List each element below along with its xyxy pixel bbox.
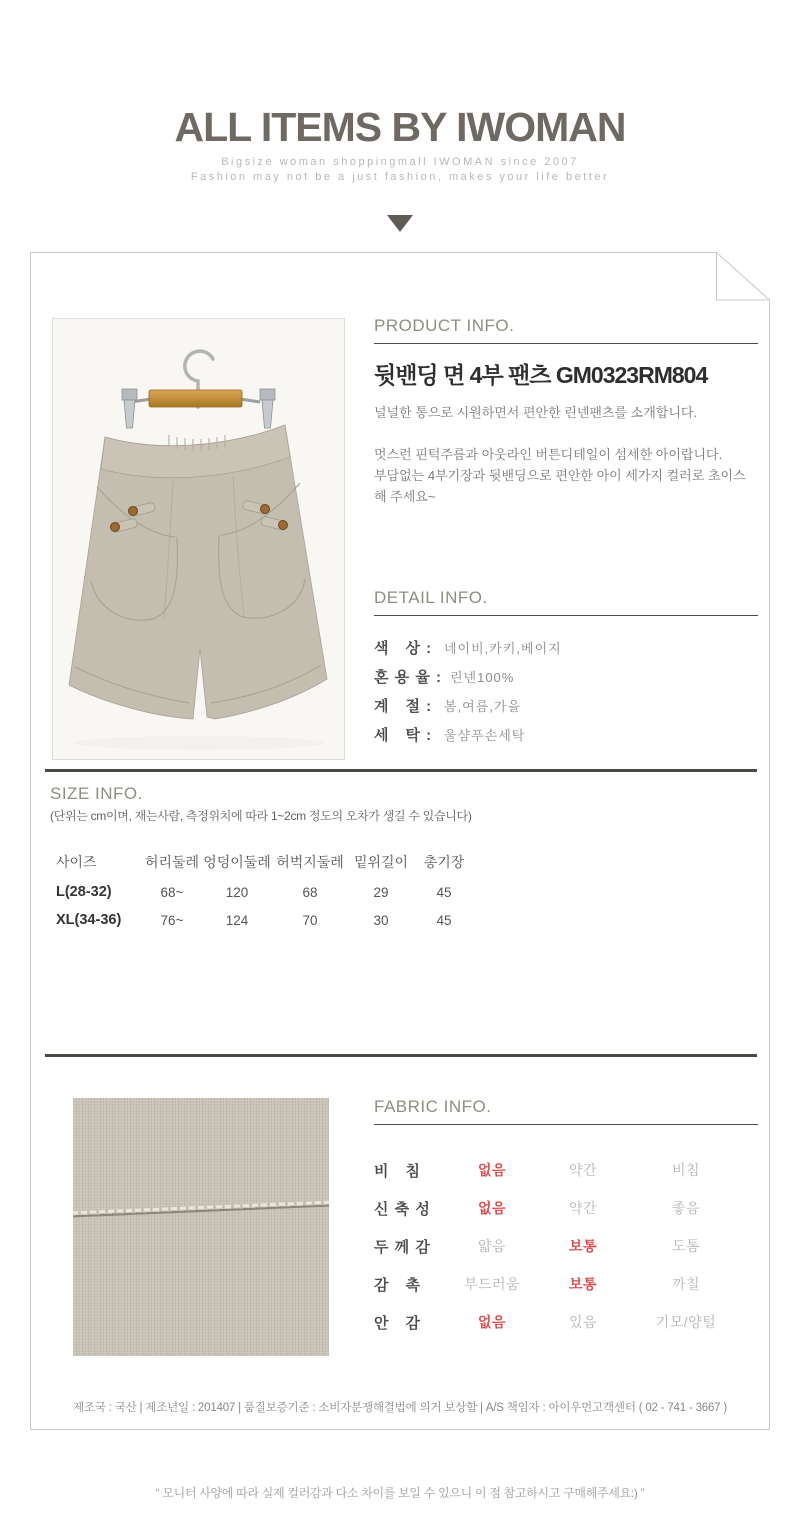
size-cell: XL(34-36) [56, 912, 122, 928]
purchase-notice: “ 모니터 사양에 따라 실제 컬러감과 다소 차이를 보일 수 있으니 이 점 참고하시고 구매해주세요:) ” [155, 1486, 645, 1500]
fabric-option: 도톰 [671, 1238, 701, 1254]
detail-value: 린넨100% [449, 670, 515, 685]
fold-corner [716, 252, 770, 301]
fabric-row-thickness [374, 1227, 758, 1265]
product-desc-line2: 부담없는 4부기장과 뒷밴딩으로 편안한 아이 세가지 컬러로 초이스 해 주세요~ [374, 468, 746, 504]
fabric-label: 감 촉 [374, 1276, 421, 1294]
size-cell: 120 [225, 884, 249, 900]
fabric-option: 비침 [671, 1162, 701, 1178]
size-cell: 45 [436, 912, 452, 928]
size-cell: 29 [373, 884, 389, 900]
down-triangle-icon [387, 215, 413, 232]
fabric-option: 부드러움 [463, 1276, 521, 1292]
header-arrow-wrap [0, 215, 800, 233]
fabric-row-sheerness [374, 1151, 758, 1189]
size-col-header: 총기장 [423, 854, 465, 870]
fabric-rows [374, 1151, 758, 1341]
size-col-header: 밑위길이 [353, 854, 409, 870]
size-note: (단위는 cm이며, 재는사람, 측정위치에 따라 1~2cm 정도의 오차가 생길 수 있습니다) [50, 809, 472, 823]
size-col-header: 사이즈 [56, 854, 97, 870]
brand-tagline-1: Bigsize woman shoppingmall IWOMAN since 2007 [221, 156, 579, 168]
size-cell: L(28-32) [56, 884, 112, 900]
size-table-row-L [50, 878, 474, 906]
detail-label: 계 절 : [374, 698, 433, 715]
product-name: 뒷밴딩 면 4부 팬츠 GM0323RM804 [374, 362, 708, 388]
fabric-option: 좋음 [671, 1200, 701, 1216]
fabric-option: 까칠 [671, 1276, 701, 1292]
detail-value: 봄,여름,가을 [444, 699, 522, 714]
detail-rows [374, 637, 758, 753]
detail-row-wash [374, 724, 758, 753]
size-cell: 70 [302, 912, 318, 928]
fabric-row-stretch [374, 1189, 758, 1227]
detail-row-season [374, 695, 758, 724]
size-cell: 124 [225, 912, 249, 928]
size-cell: 68 [302, 884, 318, 900]
fabric-option: 보통 [568, 1238, 598, 1254]
fabric-label: 두 께 감 [374, 1238, 431, 1256]
size-cell: 68~ [160, 884, 184, 900]
fabric-option: 없음 [477, 1314, 507, 1330]
fabric-option: 얇음 [477, 1238, 507, 1254]
fabric-option: 있음 [568, 1314, 598, 1330]
fabric-option: 약간 [568, 1162, 598, 1178]
brand-title: ALL ITEMS BY IWOMAN [174, 104, 626, 150]
fabric-option: 없음 [477, 1162, 507, 1178]
size-cell: 45 [436, 884, 452, 900]
size-col-header: 엉덩이둘레 [203, 854, 271, 870]
fabric-photo [73, 1098, 329, 1356]
size-table [50, 846, 474, 934]
maker-info: 제조국 : 국산 | 제조년일 : 201407 | 품질보증기준 : 소비자분쟁해결법에 의거 보상함 | A/S 책임자 : 아이우먼고객센터 ( 02 - 741 - 3667 ) [73, 1402, 727, 1414]
detail-label: 세 탁 : [374, 727, 433, 744]
size-table-header-row [50, 846, 474, 878]
detail-section-title: DETAIL INFO. [374, 588, 758, 616]
brand-tagline-2: Fashion may not be a just fashion, makes your life better [190, 171, 610, 183]
fabric-option: 기모/양털 [655, 1314, 717, 1330]
size-info-section [50, 784, 758, 934]
header [0, 0, 800, 233]
detail-value: 네이비,카키,베이지 [444, 641, 562, 656]
detail-label: 색 상 : [374, 640, 433, 657]
section-divider [45, 1054, 757, 1057]
product-section-title: PRODUCT INFO. [374, 316, 758, 344]
fabric-section-title: FABRIC INFO. [374, 1097, 758, 1125]
section-divider [45, 769, 757, 772]
product-photo [52, 318, 345, 760]
fabric-row-texture [374, 1265, 758, 1303]
detail-row-blend [374, 666, 758, 695]
fabric-option: 없음 [477, 1200, 507, 1216]
size-cell: 30 [373, 912, 389, 928]
fabric-seam-detail [73, 1201, 329, 1217]
size-table-row-XL [50, 906, 474, 934]
fabric-label: 안 감 [374, 1314, 421, 1332]
detail-row-color [374, 637, 758, 666]
fabric-label: 비 침 [374, 1162, 421, 1180]
fabric-row-lining [374, 1303, 758, 1341]
product-intro: 널널한 통으로 시원하면서 편안한 린넨팬츠를 소개합니다. [374, 405, 698, 420]
product-photo-image [53, 319, 344, 759]
product-info-section [374, 316, 758, 507]
size-col-header: 허벅지둘레 [276, 854, 344, 870]
fabric-info-section [374, 1097, 758, 1341]
fabric-option: 약간 [568, 1200, 598, 1216]
product-description [374, 444, 758, 507]
detail-info-section [374, 588, 758, 753]
size-cell: 76~ [160, 912, 184, 928]
content-card [30, 252, 770, 1430]
detail-label: 혼 용 율 : [374, 669, 442, 686]
size-section-title: SIZE INFO. [50, 784, 143, 803]
fabric-option: 보통 [568, 1276, 598, 1292]
size-col-header: 허리둘레 [144, 854, 200, 870]
product-desc-line1: 멋스런 핀턱주름과 아웃라인 버튼디테일이 섬세한 아이랍니다. [374, 447, 723, 462]
detail-value: 울샴푸손세탁 [444, 728, 526, 743]
fabric-label: 신 축 성 [374, 1200, 431, 1218]
